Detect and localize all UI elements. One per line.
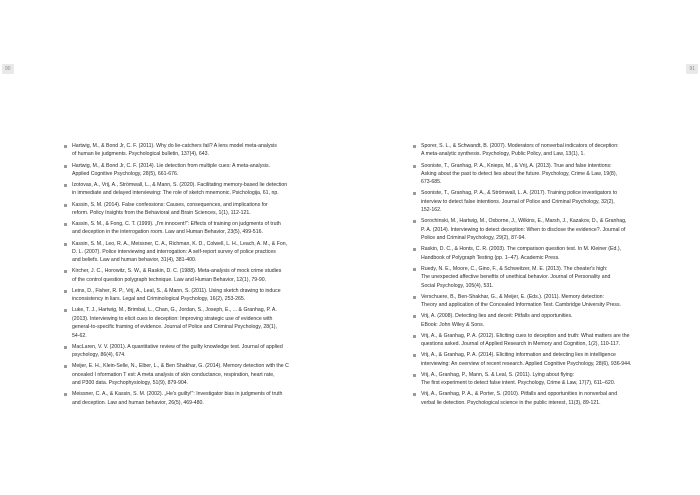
- reference-text-line: inconsistency in liars. Legal and Criminological Psychology, 16(2), 253-265.: [72, 296, 246, 303]
- reference-text-line: questions asked. Journal of Applied Research in Memory and Cognition, 1(2), 110-117.: [421, 341, 621, 348]
- reference-text-line: verbal lie detection. Psychological science in the public interest, 11(3), 89-121.: [421, 399, 601, 406]
- reference-text-line: Leins, D., Fisher, R. P., Vrij, A., Leal, S., & Mann, S. (2011). Using sketch drawing to induce: [72, 287, 281, 294]
- reference-entry: [64, 287, 296, 304]
- reference-entry: [64, 142, 296, 159]
- reference-text-line: Kircher, J. C., Horowitz, S. W., & Raskin, D. C. (1988). Meta-analysis of mock crime studies: [72, 268, 282, 275]
- reference-text-line: Meissner, C. A., & Kassin, S. M. (2002). „He's guilty!": Investigator bias in judgments of truth: [72, 391, 283, 398]
- reference-text-line: Theory and application of the Concealed Information Test. Cambridge University Press.: [421, 302, 622, 309]
- reference-entry: [64, 162, 296, 179]
- reference-entry: [413, 312, 645, 329]
- bullet-square-icon: [413, 165, 416, 168]
- reference-text-line: oncealed I nformation T est: A meta analysis of skin conductance, respiration, heart rate,: [72, 371, 275, 378]
- page-number-left: 90: [2, 64, 14, 74]
- reference-text-line: Luke, T. J., Hartwig, M., Brimbal, L., Chan, G., Jordan, S., Joseph, E., ... & Granhag, P. A.: [72, 307, 277, 314]
- reference-entry: [413, 245, 645, 262]
- reference-text-line: Vrij, A., & Granhag, P. A. (2012). Eliciting cues to deception and truth: What matters are the: [421, 332, 630, 339]
- bullet-square-icon: [64, 290, 67, 293]
- bullet-square-icon: [413, 192, 416, 195]
- reference-text-line: reform. Policy Insights from the Behavioral and Brain Sciences, 1(1), 112-121.: [72, 209, 251, 216]
- bullet-square-icon: [64, 204, 67, 207]
- bullet-square-icon: [413, 248, 416, 251]
- reference-text-line: Sporer, S. L., & Schwandt, B. (2007). Moderators of nonverbal indicators of deception:: [421, 143, 619, 149]
- bullet-square-icon: [64, 145, 67, 148]
- reference-entry: [413, 189, 645, 214]
- reference-entry: [413, 293, 645, 310]
- reference-text-line: 673-685.: [421, 179, 442, 186]
- bullet-square-icon: [413, 393, 416, 396]
- reference-text-line: and P300 data. Psychophysiology, 51(9), 879-904.: [72, 380, 189, 387]
- reference-text-line: Sooniste, T., Granhag, P. A., Knieps, M., & Vrij, A. (2013). True and false intentions:: [421, 162, 612, 169]
- reference-text-line: Vrij, A., Granhag, P., Mann, S. & Leal, S. (2011). Lying about flying:: [421, 371, 575, 378]
- reference-entry: [64, 181, 296, 198]
- bullet-square-icon: [64, 223, 67, 226]
- reference-entry: [64, 390, 296, 407]
- reference-text-line: psychology, 86(4), 674.: [72, 352, 126, 359]
- reference-text-line: of the control question polygraph technique. Law and Human Behavior, 12(1), 79-90.: [72, 276, 267, 283]
- reference-text-line: Asking about the past to detect lies about the future. Psychology, Crime & Law, 19(8),: [421, 170, 617, 177]
- reference-entry: [413, 162, 645, 187]
- reference-text-line: EBook: John Wiley & Sons.: [421, 321, 485, 328]
- reference-text-line: Izotovas, A., Vrij, A., Strömwall, L., & Mann, S. (2020). Facilitating memory-based lie detection: [72, 182, 288, 188]
- reference-text-line: Vrij, A., Granhag, P. A., & Porter, S. (2010). Pitfalls and opportunities in nonverbal and: [421, 391, 618, 398]
- reference-text-line: Hartwig, M., & Bond Jr, C. F. (2011). Why do lie-catchers fail? A lens model meta-analysis: [72, 143, 277, 149]
- reference-entry: [413, 351, 645, 368]
- bullet-square-icon: [64, 270, 67, 273]
- reference-text-line: and deception in the interrogation room. Law and Human Behavior, 23(5), 499-516.: [72, 229, 263, 236]
- reference-text-line: (2013). Interviewing to elicit cues to deception: Improving strategic use of evidence with: [72, 315, 273, 322]
- reference-text-line: Raskin, D. C., & Honts, C. R. (2003). The comparison question test. In M. Kleiner (Ed.),: [421, 246, 621, 253]
- reference-entry: [413, 390, 645, 407]
- reference-text-line: Social Psychology, 105(4), 531.: [421, 282, 494, 289]
- reference-text-line: Sooniste, T., Granhag, P. A., & Strömwall, L. A. (2017). Training police investigators to: [421, 190, 618, 197]
- reference-text-line: D. L. (2007). Police interviewing and interrogation: A self-report survey of police practices: [72, 248, 276, 255]
- reference-text-line: interview to detect false intentions. Journal of Police and Criminal Psychology, 32(2),: [421, 198, 615, 205]
- reference-text-line: A meta-analytic synthesis. Psychology, Public Policy, and Law, 13(1), 1.: [421, 151, 585, 158]
- reference-entry: [64, 306, 296, 340]
- bullet-square-icon: [64, 184, 67, 187]
- reference-entry: [413, 142, 645, 159]
- bullet-square-icon: [413, 315, 416, 318]
- page-number-right: 91: [686, 64, 698, 74]
- bullet-square-icon: [64, 393, 67, 396]
- reference-entry: [413, 265, 645, 290]
- reference-text-line: 54-62.: [72, 332, 87, 339]
- reference-entry: [413, 217, 645, 242]
- reference-list-left: [64, 142, 296, 410]
- reference-text-line: Vrij, A., & Granhag, P. A. (2014). Eliciting information and detecting lies in intelligence: [421, 352, 616, 359]
- reference-entry: [64, 240, 296, 265]
- reference-text-line: Applied Cognitive Psychology, 28(5), 661-676.: [72, 170, 179, 177]
- reference-text-line: P. A. (2014). Interviewing to detect deception: When to disclose the evidence?. Journal of: [421, 226, 626, 233]
- bullet-square-icon: [64, 165, 67, 168]
- reference-text-line: Handbook of Polygraph Testing (pp. 1–47). Academic Press.: [421, 254, 560, 261]
- bullet-square-icon: [413, 374, 416, 377]
- reference-text-line: Kassin, S. M. (2014). False confessions: Causes, consequences, and implications for: [72, 201, 268, 208]
- reference-text-line: Hartwig, M., & Bond Jr, C. F. (2014). Lie detection from multiple cues: A meta-analysis.: [72, 162, 271, 169]
- reference-entry: [64, 362, 296, 387]
- reference-entry: [64, 343, 296, 360]
- reference-text-line: The unexpected affective benefits of unethical behavior. Journal of Personality and: [421, 274, 611, 281]
- reference-entry: [413, 332, 645, 349]
- reference-text-line: Sorochinski, M., Hartwig, M., Osborne, J., Wilkins, E., Marsh, J., Kazakov, D., & Granhag,: [421, 218, 627, 225]
- reference-text-line: Kassin, S. M., & Fong, C. T. (1999). „I'm innocent!": Effects of training on judgments of truth: [72, 221, 281, 227]
- reference-text-line: Kassin, S. M., Leo, R. A., Meissner, C. A., Richman, K. D., Colwell, L. H., Leach, A. M., & Fon,: [72, 240, 288, 247]
- bullet-square-icon: [64, 365, 67, 368]
- reference-text-line: Verschuere, B., Ben-Shakhar, G., & Meijer, E. (Eds.). (2011). Memory detection:: [421, 293, 604, 300]
- bullet-square-icon: [413, 220, 416, 223]
- bullet-square-icon: [413, 296, 416, 299]
- reference-text-line: and deception. Law and human behavior, 26(5), 469-480.: [72, 399, 204, 406]
- reference-text-line: in immediate and delayed interviewing: The role of sketch mnemonic. Psichologija, 61, np.: [72, 190, 279, 197]
- reference-entry: [64, 201, 296, 218]
- reference-text-line: MacLaren, V. V. (2001). A quantitative review of the guilty knowledge test. Journal of applied: [72, 343, 283, 350]
- reference-entry: [64, 267, 296, 284]
- reference-text-line: interviewing: An overview of recent research. Applied Cognitive Psychology, 28(6), 936-944.: [421, 360, 632, 367]
- bullet-square-icon: [64, 309, 67, 312]
- reference-text-line: Meijer, E. H., Klein-Selle, N., Elber, L., & Ben Shakhar, G. (2014). Memory detection with the C: [72, 363, 289, 370]
- bullet-square-icon: [64, 346, 67, 349]
- reference-list-right: [413, 142, 645, 410]
- bullet-square-icon: [413, 145, 416, 148]
- reference-text-line: of human lie judgments. Psychological bulletin, 137(4), 643.: [72, 151, 209, 158]
- reference-text-line: The first experiment to detect false intent. Psychology, Crime & Law, 17(7), 611–620.: [421, 380, 616, 387]
- bullet-square-icon: [413, 354, 416, 357]
- reference-text-line: and beliefs. Law and human behavior, 31(4), 381-400.: [72, 257, 197, 264]
- bullet-square-icon: [64, 243, 67, 246]
- bullet-square-icon: [413, 335, 416, 338]
- reference-entry: [413, 371, 645, 388]
- reference-text-line: general-to-specific framing of evidence. Journal of Police and Criminal Psychology, 28(1),: [72, 324, 277, 331]
- reference-text-line: 152-162.: [421, 207, 442, 214]
- reference-text-line: Police and Criminal Psychology, 29(2), 87-94.: [421, 235, 526, 242]
- bullet-square-icon: [413, 268, 416, 271]
- reference-text-line: Vrij, A. (2008). Detecting lies and deceit: Pitfalls and opportunities.: [421, 313, 573, 320]
- reference-text-line: Ruedy, N. E., Moore, C., Gino, F., & Schweitzer, M. E. (2013). The cheater's high:: [421, 265, 608, 272]
- reference-entry: [64, 220, 296, 237]
